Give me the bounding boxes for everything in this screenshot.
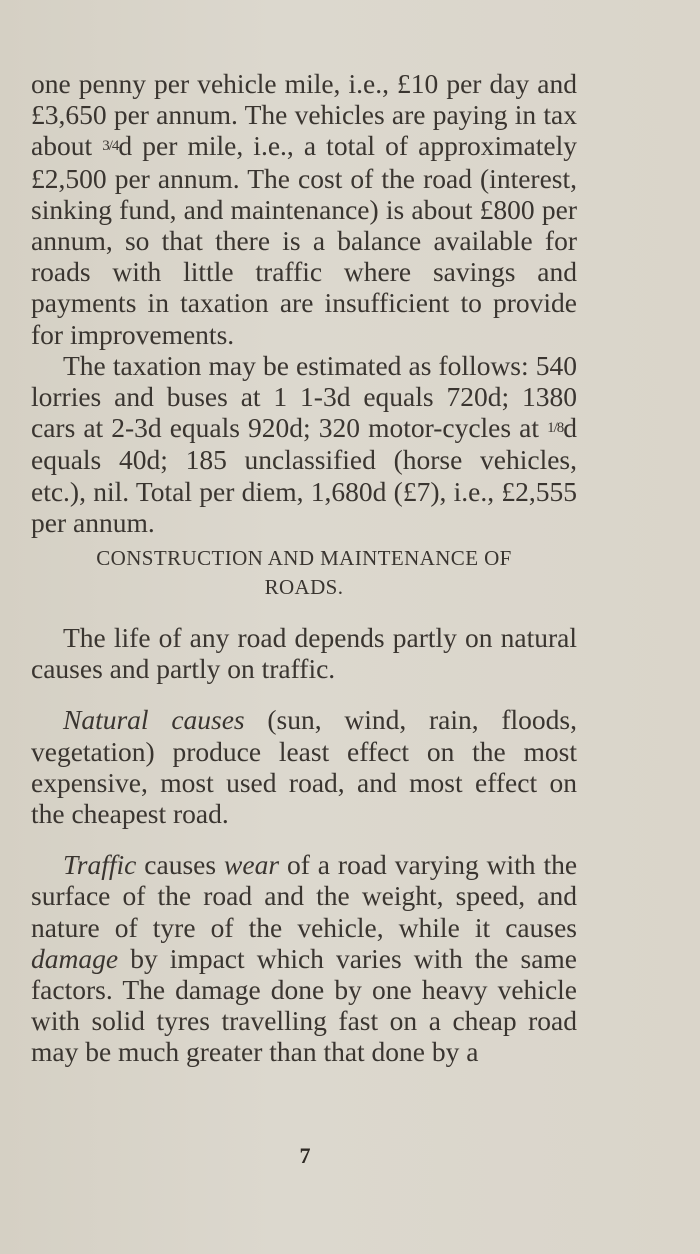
paragraph-tax-costs	[31, 68, 577, 350]
text-run: of a road varying with the surface of the road and the weight, speed, and nature of tyre of the vehicle, while it causes	[31, 849, 578, 943]
text-run: one penny per vehicle mile, i.e., £10 per day and £3,650 per annum. The vehicles are paying in tax about	[31, 68, 577, 162]
text-run: The taxation may be estimated as follows: 540 lorries and buses at 1 1-3d equals 720d; 1380 cars at 2-3d equals 920d; 320 motor-cycles at	[31, 349, 577, 444]
fraction: 1/8	[547, 420, 564, 437]
heading-line: ROADS.	[264, 575, 344, 600]
text-run: (sun, wind, rain, floods, vegetation) produce least effect on the most expensive, most used road, and most effect on the cheapest road.	[31, 704, 577, 830]
fraction: 3/4	[102, 138, 119, 155]
italic-term: Natural causes	[63, 704, 245, 736]
paragraph-natural-causes	[31, 704, 577, 829]
italic-term: Traffic	[63, 849, 137, 881]
italic-term: damage	[31, 942, 119, 974]
paragraph-taxation-estimate	[31, 350, 577, 538]
text-run: by impact which varies with the same factors. The damage done by one heavy vehicle with solid tyres travelling fast on a cheap road may be much greater than that done by a	[31, 942, 577, 1068]
text-run: The life of any road depends partly on natural causes and partly on traffic.	[31, 622, 577, 685]
text-run: d equals 40d; 185 unclassified (horse vehicles, etc.), nil. Total per diem, 1,680d (£7), i.e., £2,555 per annum.	[31, 412, 577, 538]
heading-line: CONSTRUCTION AND MAINTENANCE OF	[96, 546, 512, 571]
section-heading	[31, 544, 577, 602]
italic-term: wear	[224, 849, 280, 881]
body-text	[31, 68, 577, 1068]
paragraph-life-of-road	[31, 622, 577, 684]
text-run: causes	[144, 849, 217, 881]
page-number: 7	[299, 1143, 311, 1168]
paragraph-traffic	[31, 849, 577, 1067]
text-run: d per mile, i.e., a total of approximately £2,500 per annum. The cost of the road (interest, sinking fund, and maintenance) is about £800 per annum, so that there is a balance available for roads with little traffic where savings and payments in taxation are insufficient to provide for improvements.	[31, 130, 578, 350]
